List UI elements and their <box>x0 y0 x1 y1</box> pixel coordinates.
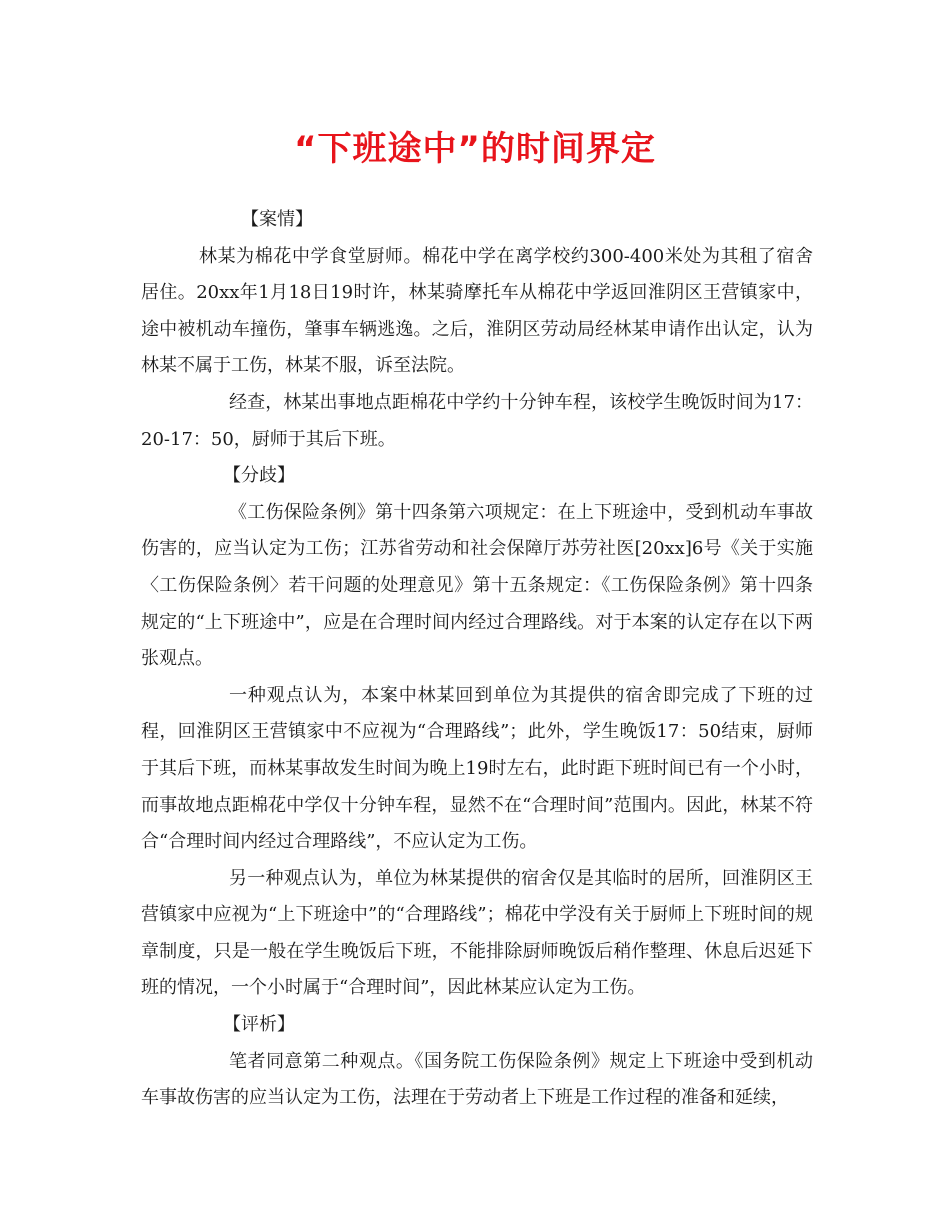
section-heading-dispute: 【分歧】 <box>223 465 295 487</box>
document-body <box>141 202 813 1117</box>
paragraph-case-1: 林某为棉花中学食堂厨师。棉花中学在离学校约300-400米处为其租了宿舍居住。20xx年1月18日19时许，林某骑摩托车从棉花中学返回淮阴区王营镇家中，途中被机动车撞伤，肇事车辆逃逸。之后，淮阴区劳动局经林某申请作出认定，认为林某不属于工伤，林某不服，诉至法院。 <box>141 245 813 377</box>
paragraph-dispute-1: 《工伤保险条例》第十四条第六项规定：在上下班途中，受到机动车事故伤害的，应当认定为工伤；江苏省劳动和社会保障厅苏劳社医[20xx]6号《关于实施〈工伤保险条例〉若干问题的处理意见》第十五条规定：《工伤保险条例》第十四条规定的“上下班途中”，应是在合理时间内经过合理路线。对于本案的认定存在以下两张观点。 <box>141 501 813 670</box>
paragraph-dispute-3: 另一种观点认为，单位为林某提供的宿舍仅是其临时的居所，回淮阴区王营镇家中应视为“上下班途中”的“合理路线”；棉花中学没有关于厨师上下班时间的规章制度，只是一般在学生晚饭后下班，不能排除厨师晚饭后稍作整理、休息后迟延下班的情况，一个小时属于“合理时间”，因此林某应认定为工伤。 <box>141 867 813 999</box>
section-heading-analysis: 【评析】 <box>223 1014 295 1036</box>
paragraph-analysis-1: 笔者同意第二种观点。《国务院工伤保险条例》规定上下班途中受到机动车事故伤害的应当认定为工伤，法理在于劳动者上下班是工作过程的准备和延续， <box>141 1050 813 1109</box>
paragraph-case-2: 经查，林某出事地点距棉花中学约十分钟车程，该校学生晚饭时间为17：20-17：50，厨师于其后下班。 <box>141 391 813 450</box>
section-heading-case: 【案情】 <box>241 209 313 230</box>
paragraph-dispute-2: 一种观点认为，本案中林某回到单位为其提供的宿舍即完成了下班的过程，回淮阴区王营镇家中不应视为“合理路线”；此外，学生晚饭17：50结束，厨师于其后下班，而林某事故发生时间为晚上19时左右，此时距下班时间已有一个小时，而事故地点距棉花中学仅十分钟车程，显然不在“合理时间”范围内。因此，林某不符合“合理时间内经过合理路线”，不应认定为工伤。 <box>141 684 813 853</box>
document-title: “下班途中”的时间界定 <box>294 129 656 169</box>
